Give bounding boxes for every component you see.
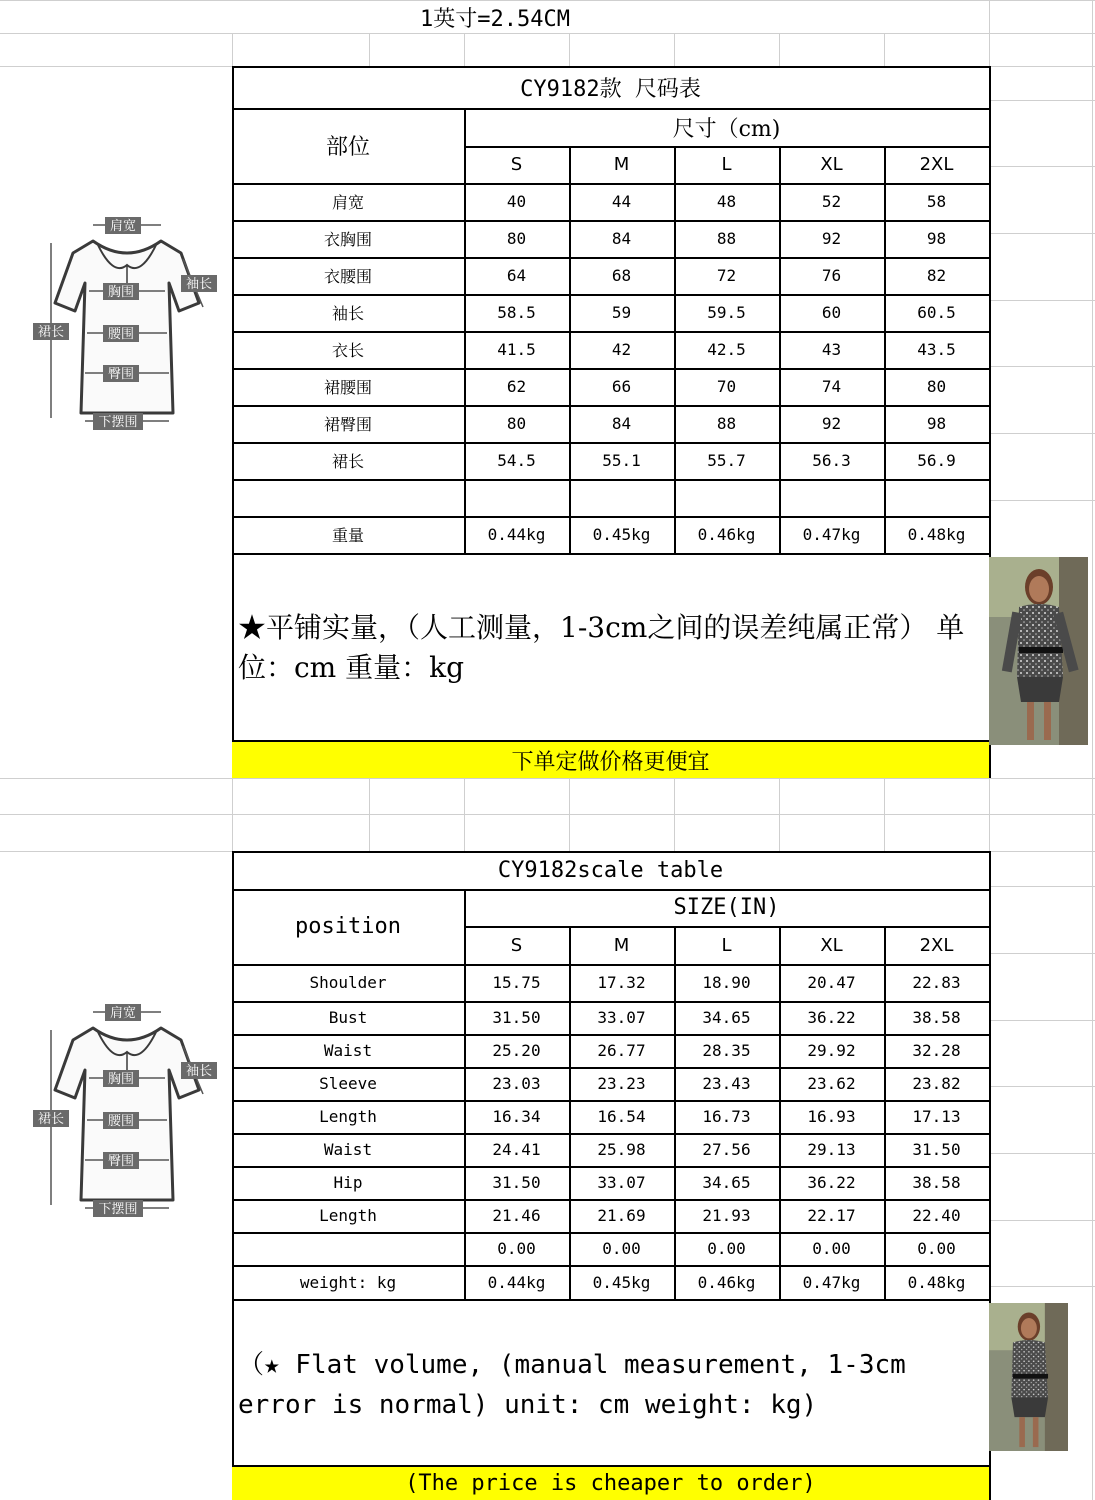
shoulder-label: 肩宽 (109, 1006, 137, 1021)
table-rule (232, 479, 991, 481)
measurement-value: 25.98 (597, 1140, 646, 1159)
measurement-value: 64 (506, 266, 527, 285)
measurement-value: 23.43 (702, 1074, 751, 1093)
row-label: Waist (323, 1140, 373, 1159)
measurement-value: 0.46kg (697, 525, 756, 544)
row-label (232, 1232, 464, 1265)
table-rule (464, 889, 466, 1299)
measurement-value: 17.13 (912, 1107, 961, 1126)
measurement-value: 23.03 (492, 1074, 541, 1093)
measurement-value: 62 (506, 377, 527, 396)
table-title: CY9182款 尺码表 (520, 76, 701, 102)
row-label: 衣长 (331, 341, 364, 360)
hem-label: 下摆围 (98, 1202, 138, 1217)
position-header: position (295, 914, 401, 939)
unit-conversion-note: 1英寸=2.54CM (420, 6, 570, 32)
size-unit-header: SIZE(IN) (673, 895, 780, 920)
table-title: CY9182scale table (497, 857, 724, 883)
measurement-value: 38.58 (912, 1008, 961, 1027)
size-column-header: M (613, 934, 630, 956)
table-rule (232, 1133, 991, 1135)
measurement-value: 0.00 (707, 1239, 746, 1258)
measurement-disclaimer: （★ Flat volume, (manual measurement, 1-3cm error is normal) unit: cm weight: kg) (238, 1350, 906, 1420)
measurement-value: 88 (716, 414, 737, 433)
row-label: Sleeve (319, 1074, 377, 1093)
row-label: 肩宽 (331, 193, 364, 212)
position-header: 部位 (325, 135, 370, 160)
table-rule (232, 1299, 991, 1301)
measurement-value: 56.3 (812, 451, 851, 470)
measurement-value: 40 (506, 192, 527, 211)
measurement-value: 0.47kg (802, 525, 861, 544)
measurement-value: 0.00 (812, 1239, 851, 1258)
measurement-value (466, 479, 567, 516)
table-rule (232, 1100, 991, 1102)
measurement-value: 0.45kg (592, 1272, 651, 1292)
measurement-value: 59.5 (707, 303, 746, 322)
measurement-value: 55.1 (602, 451, 641, 470)
measurement-value: 70 (716, 377, 737, 396)
measurement-value: 84 (611, 229, 632, 248)
measurement-value: 0.45kg (592, 525, 651, 544)
measurement-value: 26.77 (597, 1041, 646, 1060)
measurement-value: 80 (926, 377, 947, 396)
measurement-value: 0.48kg (907, 1272, 966, 1292)
measurement-value: 15.75 (492, 973, 541, 992)
measurement-value: 23.82 (912, 1074, 961, 1093)
measurement-value: 29.13 (807, 1140, 856, 1159)
table-rule (464, 108, 466, 553)
table-rule (569, 926, 571, 1299)
table-rule (674, 146, 676, 553)
measurement-value: 52 (821, 192, 842, 211)
table-rule (232, 257, 991, 259)
size-column-header: XL (820, 934, 843, 956)
table-rule (232, 1001, 991, 1003)
measurement-value: 23.23 (597, 1074, 646, 1093)
model-photo-top (989, 557, 1088, 745)
measurement-value: 48 (716, 192, 737, 211)
table-rule (232, 368, 991, 370)
measurement-value: 31.50 (492, 1008, 541, 1027)
measurement-value: 42 (611, 340, 632, 359)
promo-banner: (The price is cheaper to order) (232, 1465, 989, 1500)
measurement-value: 54.5 (497, 451, 536, 470)
waist-label: 腰围 (107, 327, 135, 342)
measurement-value: 27.56 (702, 1140, 751, 1159)
measurement-value: 43.5 (917, 340, 956, 359)
table-rule (464, 146, 991, 148)
measurement-value: 28.35 (702, 1041, 751, 1060)
measurement-value: 76 (821, 266, 842, 285)
hem-label: 下摆围 (98, 415, 138, 430)
measurement-value: 16.73 (702, 1107, 751, 1126)
measurement-value: 31.50 (912, 1140, 961, 1159)
table-rule (232, 889, 991, 891)
measurement-value: 72 (716, 266, 737, 285)
table-rule (779, 926, 781, 1299)
chest-label: 胸围 (107, 1072, 135, 1087)
measurement-value: 0.00 (917, 1239, 956, 1258)
model-photo-bottom (989, 1303, 1068, 1451)
row-label: 裙腰围 (323, 378, 372, 397)
hip-label: 臀围 (107, 367, 135, 382)
measurement-value: 0.47kg (802, 1272, 861, 1292)
shoulder-label: 肩宽 (109, 219, 137, 234)
measurement-value: 17.32 (597, 973, 646, 992)
measurement-value: 98 (926, 229, 947, 248)
measurement-value: 88 (716, 229, 737, 248)
measurement-value: 36.22 (807, 1173, 856, 1192)
measurement-value: 84 (611, 414, 632, 433)
measurement-value: 21.93 (702, 1206, 751, 1225)
measurement-value: 92 (821, 229, 842, 248)
measurement-value: 20.47 (807, 973, 856, 992)
table-rule (232, 220, 991, 222)
table-rule (232, 1034, 991, 1036)
table-rule (232, 964, 991, 966)
table-rule (232, 516, 991, 518)
size-column-header: M (613, 154, 630, 175)
table-rule (232, 1232, 991, 1234)
measurement-value: 98 (926, 414, 947, 433)
measurement-value: 59 (611, 303, 632, 322)
skirt-length-label: 裙长 (37, 325, 65, 340)
promo-banner: 下单定做价格更便宜 (232, 740, 989, 778)
measurement-value: 0.00 (497, 1239, 536, 1258)
skirt-length-label: 裙长 (37, 1112, 65, 1127)
row-label (232, 479, 464, 516)
size-column-header: L (721, 154, 732, 175)
row-label: 裙长 (331, 452, 364, 471)
size-column-header: L (721, 934, 732, 956)
row-label: 衣腰围 (323, 267, 372, 286)
measurement-value: 74 (821, 377, 842, 396)
measurement-value: 0.48kg (907, 525, 966, 544)
measurement-value: 68 (611, 266, 632, 285)
table-rule (232, 553, 991, 555)
measurement-value: 41.5 (497, 340, 536, 359)
measurement-value: 18.90 (702, 973, 751, 992)
sleeve-label: 袖长 (185, 277, 213, 292)
measurement-value: 58.5 (497, 303, 536, 322)
measurement-value: 32.28 (912, 1041, 961, 1060)
measurement-value: 80 (506, 414, 527, 433)
measurement-value: 24.41 (492, 1140, 541, 1159)
table-rule (779, 146, 781, 553)
measurement-value: 34.65 (702, 1008, 751, 1027)
measurement-value (676, 479, 777, 516)
model-photo-illustration (989, 1303, 1068, 1451)
table-rule (232, 331, 991, 333)
measurement-value: 38.58 (912, 1173, 961, 1192)
table-rule (232, 66, 234, 778)
measurement-value: 16.93 (807, 1107, 856, 1126)
measurement-value: 42.5 (707, 340, 746, 359)
size-column-header: S (510, 934, 523, 956)
table-rule (232, 66, 991, 68)
table-rule (232, 183, 991, 185)
size-column-header: XL (820, 154, 843, 175)
size-column-header: 2XL (919, 154, 954, 175)
measurement-value: 22.17 (807, 1206, 856, 1225)
row-label: 袖长 (331, 304, 364, 323)
measurement-value: 60 (821, 303, 842, 322)
size-column-header: S (510, 154, 523, 175)
size-column-header: 2XL (919, 934, 954, 956)
measurement-value: 31.50 (492, 1173, 541, 1192)
size-unit-header: 尺寸（cm) (672, 116, 781, 142)
hip-label: 臀围 (107, 1154, 135, 1169)
measurement-value: 33.07 (597, 1008, 646, 1027)
row-label: Hip (333, 1173, 363, 1192)
table-rule (884, 926, 886, 1299)
chest-label: 胸围 (107, 285, 135, 300)
table-rule (674, 926, 676, 1299)
table-rule (232, 1067, 991, 1069)
table-rule (232, 851, 234, 1500)
measurement-value: 60.5 (917, 303, 956, 322)
sleeve-label: 袖长 (185, 1064, 213, 1079)
measurement-value: 36.22 (807, 1008, 856, 1027)
measurement-value: 0.46kg (697, 1272, 756, 1292)
measurement-value: 23.62 (807, 1074, 856, 1093)
row-label: Waist (323, 1041, 373, 1060)
model-photo-illustration (989, 557, 1088, 745)
measurement-value: 58 (926, 192, 947, 211)
row-label: 衣胸围 (323, 230, 372, 249)
table-rule (232, 405, 991, 407)
measurement-value (571, 479, 672, 516)
table-rule (232, 108, 991, 110)
measurement-value: 80 (506, 229, 527, 248)
row-label: weight: kg (299, 1272, 397, 1292)
dress-measurement-diagram-bottom (33, 1000, 223, 1225)
waist-label: 腰围 (107, 1114, 135, 1129)
table-rule (464, 926, 991, 928)
row-label: Length (319, 1107, 377, 1126)
measurement-value: 33.07 (597, 1173, 646, 1192)
dress-measurement-diagram-top (33, 213, 223, 438)
measurement-value: 0.44kg (487, 525, 546, 544)
table-rule (232, 294, 991, 296)
row-label: Bust (328, 1008, 368, 1027)
measurement-value: 43 (821, 340, 842, 359)
measurement-value: 16.34 (492, 1107, 541, 1126)
measurement-value: 29.92 (807, 1041, 856, 1060)
row-label: Length (319, 1206, 377, 1225)
measurement-value: 21.69 (597, 1206, 646, 1225)
table-rule (569, 146, 571, 553)
measurement-value (886, 479, 987, 516)
table-rule (232, 1166, 991, 1168)
measurement-value: 56.9 (917, 451, 956, 470)
measurement-value (781, 479, 882, 516)
table-rule (884, 146, 886, 553)
table-rule (232, 851, 991, 853)
row-label: 重量 (331, 526, 364, 545)
measurement-value: 92 (821, 414, 842, 433)
measurement-value: 16.54 (597, 1107, 646, 1126)
measurement-value: 44 (611, 192, 632, 211)
row-label: 裙臀围 (323, 415, 372, 434)
table-rule (232, 442, 991, 444)
measurement-disclaimer: ★平铺实量，（人工测量，1-3cm之间的误差纯属正常） 单位：cm 重量：kg (238, 611, 965, 684)
measurement-value: 82 (926, 266, 947, 285)
table-rule (232, 1199, 991, 1201)
measurement-value: 55.7 (707, 451, 746, 470)
row-label: Shoulder (309, 973, 387, 992)
measurement-value: 25.20 (492, 1041, 541, 1060)
table-rule (232, 1265, 991, 1267)
measurement-value: 21.46 (492, 1206, 541, 1225)
measurement-value: 0.44kg (487, 1272, 546, 1292)
measurement-value: 66 (611, 377, 632, 396)
measurement-value: 34.65 (702, 1173, 751, 1192)
measurement-value: 22.40 (912, 1206, 961, 1225)
measurement-value: 22.83 (912, 973, 961, 992)
measurement-value: 0.00 (602, 1239, 641, 1258)
